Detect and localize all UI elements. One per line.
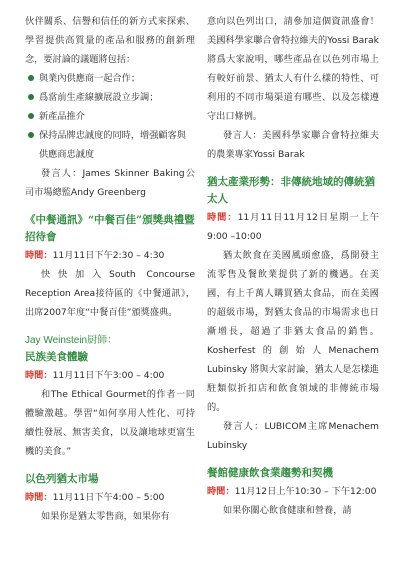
intro-paragraph: 伙伴關系、信譽和信任的新方式來探索、學習提供高質量的產品和服務的創新理念，要討論的議題將包括： — [25, 16, 195, 65]
list-item: 爲當前生產線擴展設立步調； — [25, 88, 195, 107]
list-item: 保持品牌忠誠度的同時，增强顧客與供應商忠誠度 — [25, 126, 195, 164]
time-value: 11月11日下午3:00 – 4:00 — [52, 370, 165, 381]
section-heading-health: 餐館健康飲食業趨勢和契機 — [207, 467, 333, 479]
section-heading-israel: 以色列猶太市場 — [25, 473, 99, 485]
section-body: 如果你關心飲食健康和營養，請 — [223, 505, 352, 516]
time-line — [207, 208, 379, 246]
time-line — [25, 366, 195, 385]
time-line — [25, 488, 195, 507]
time-label: 時間： — [25, 250, 53, 261]
left-column — [25, 12, 195, 526]
bullet-icon — [28, 94, 34, 100]
bullet-icon — [28, 75, 34, 81]
right-column — [207, 12, 379, 520]
section-body: 猶太飲食在美國風頭愈盛，爲開發主流零售及餐飲業提供了新的機遇。在美國，有上千萬人購買猶太食品，而在美國的超級市場，對猶太食品的市場需求也日漸增長，超過了非猶太食品的銷售。Kosherfest的創始人Menachem Lubinsky 將與大家討論，猶太人是怎樣進駐類似折扣店和飲食領域的非傳統市場的。 — [207, 250, 379, 413]
list-item: 新產品推介 — [25, 107, 195, 126]
time-label: 時間： — [25, 492, 53, 503]
time-value: 11月12日上午10:30 – 下午12:00 — [234, 486, 377, 497]
time-value: 11月11日下午4:00 – 5:00 — [52, 492, 165, 503]
time-label: 時間： — [207, 212, 238, 223]
section-body: 快快加入South Concourse Reception Area接待區的《中餐通訊》，出席2007年度“中餐百佳”頒獎盛典。 — [25, 269, 195, 318]
heading-english: Jay Weinstein厨師： — [25, 335, 118, 346]
time-value: 11月11日11月12日星期一上午9:00 –10:00 — [207, 212, 380, 242]
section-heading-kosher: 猶太產業形勢：非傳統地域的傳統猶太人 — [207, 176, 375, 205]
section-heading-awards: 《中餐通訊》“中餐百佳”頒獎典禮暨招待會 — [25, 214, 195, 243]
section-body: 如果你是猶太零售商，如果你有 — [41, 511, 170, 522]
section-heading-chef — [25, 332, 195, 366]
time-value: 11月11日下午2:30 – 4:30 — [52, 250, 165, 261]
time-line — [207, 482, 379, 501]
section-body: 和The Ethical Gourmet的作者一同體驗激越。學習“如何享用人性化、可持續性發展、無害美食，以及讓地球更富生機的美食。” — [25, 389, 195, 457]
time-label: 時間： — [207, 486, 235, 497]
bullet-icon — [28, 132, 34, 138]
time-label: 時間： — [25, 370, 53, 381]
speaker-line: 發言人：James Skinner Baking公司市場總監Andy Greenberg — [25, 168, 195, 198]
list-item: 與業內供應商一起合作； — [25, 69, 195, 88]
bullet-icon — [28, 113, 34, 119]
speaker-line: 發言人：美國科學家聯合會特拉維夫的農業專家Yossi Barak — [207, 130, 379, 160]
time-line — [25, 246, 195, 265]
heading-chinese: 民族美食體驗 — [25, 351, 88, 363]
speaker-line: 發言人：LUBICOM主席Menachem Lubinsky — [207, 421, 379, 451]
topic-list — [25, 69, 195, 164]
continued-paragraph: 意向以色列出口，請參加這個資訊盛會！美國科學家聯合會特拉維夫的Yossi Barak將爲大家說明，哪些產品在以色列市場上有較好前景、猶太人有什么樣的特性、可利用的不同市場渠道有哪些、以及怎樣遵守出口條例。 — [207, 16, 379, 122]
